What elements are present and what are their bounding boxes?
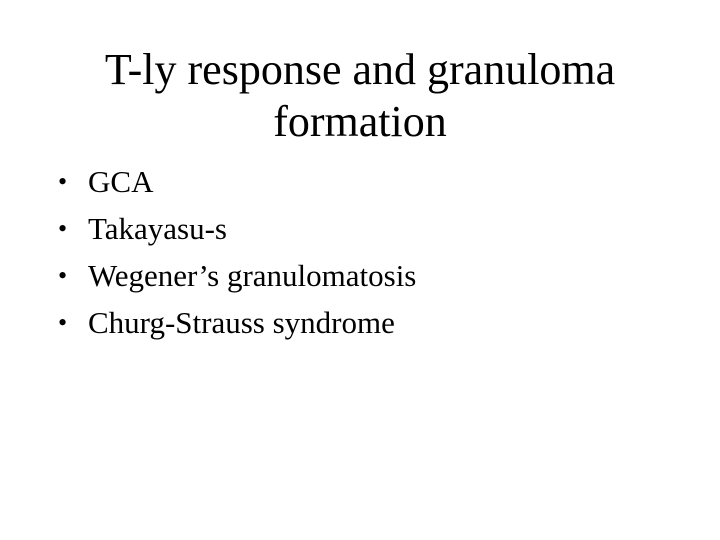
bullet-item-takayasu [54, 209, 674, 256]
bullet-text: Wegener’s granulomatosis [88, 258, 417, 293]
slide-title-line-2: formation [273, 97, 447, 146]
bullet-item-gca [54, 162, 674, 209]
bullet-text: Takayasu-s [88, 211, 228, 246]
bullet-dot-icon: • [58, 214, 68, 243]
bullet-dot-icon: • [58, 167, 68, 196]
bullet-item-wegener [54, 256, 674, 303]
slide-title-line-1: T-ly response and granuloma [104, 45, 616, 94]
bullet-text: Churg-Strauss syndrome [88, 305, 395, 340]
bullet-dot-icon: • [58, 308, 68, 337]
bullet-list [54, 162, 674, 350]
bullet-dot-icon: • [58, 261, 68, 290]
slide-title [40, 44, 680, 148]
bullet-text: GCA [88, 164, 154, 199]
bullet-item-churg-strauss [54, 303, 674, 350]
